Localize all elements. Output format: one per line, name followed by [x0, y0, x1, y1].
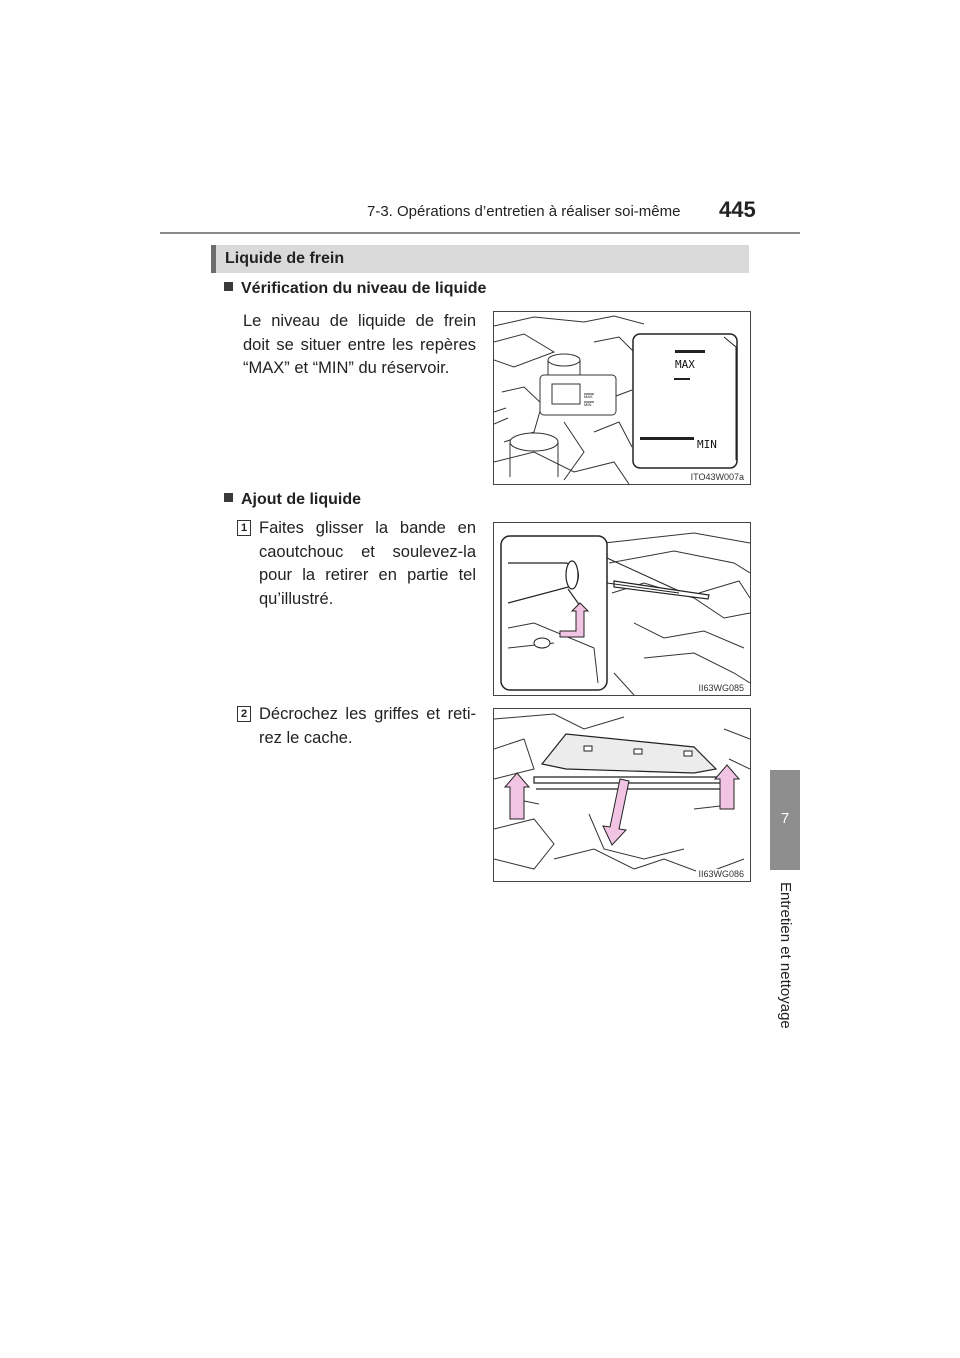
section-accent	[211, 245, 216, 273]
bullet-square-icon	[224, 282, 233, 291]
bullet-square-icon	[224, 493, 233, 502]
max-mark-label: MAX	[675, 358, 695, 371]
subheading-check-level	[224, 280, 486, 298]
reservoir-max-small: MAX	[584, 394, 593, 399]
chapter-number: 7	[780, 810, 790, 827]
min-mark-label: MIN	[697, 438, 717, 451]
section-title: Liquide de frein	[225, 250, 345, 267]
chapter-label-text: Entretien et nettoyage	[777, 882, 794, 1029]
subheading-text: Ajout de liquide	[241, 491, 361, 508]
subheading-add-fluid	[224, 491, 361, 509]
reservoir-min-small: MIN	[584, 402, 592, 407]
figure-code: II63WG085	[698, 683, 744, 693]
step-number-2: 2	[237, 706, 251, 722]
chapter-tab	[770, 770, 800, 870]
figure-brake-reservoir	[493, 311, 751, 485]
step-number-1: 1	[237, 520, 251, 536]
figure-code: II63WG086	[698, 869, 744, 879]
chapter-label	[769, 882, 801, 1052]
page-number: 445	[719, 197, 756, 222]
step-1-text: Faites glisser la bande en caoutchouc et soulevez-la pour la retirer en partie tel qu’illustré.	[259, 519, 476, 608]
step-2-text: Décrochez les griffes et reti-rez le cache.	[259, 705, 476, 747]
running-header: 7-3. Opérations d’entretien à réaliser soi-même	[367, 203, 681, 220]
section-heading-bar	[211, 245, 749, 273]
figure-code: ITO43W007a	[690, 472, 744, 482]
figure-remove-cover	[493, 708, 751, 882]
header-rule	[160, 232, 800, 234]
paragraph-check-level: Le niveau de liquide de frein doit se situer entre les repères “MAX” et “MIN” du réservoir.	[243, 312, 476, 377]
subheading-text: Vérification du niveau de liquide	[241, 280, 487, 297]
figure-rubber-strip	[493, 522, 751, 696]
